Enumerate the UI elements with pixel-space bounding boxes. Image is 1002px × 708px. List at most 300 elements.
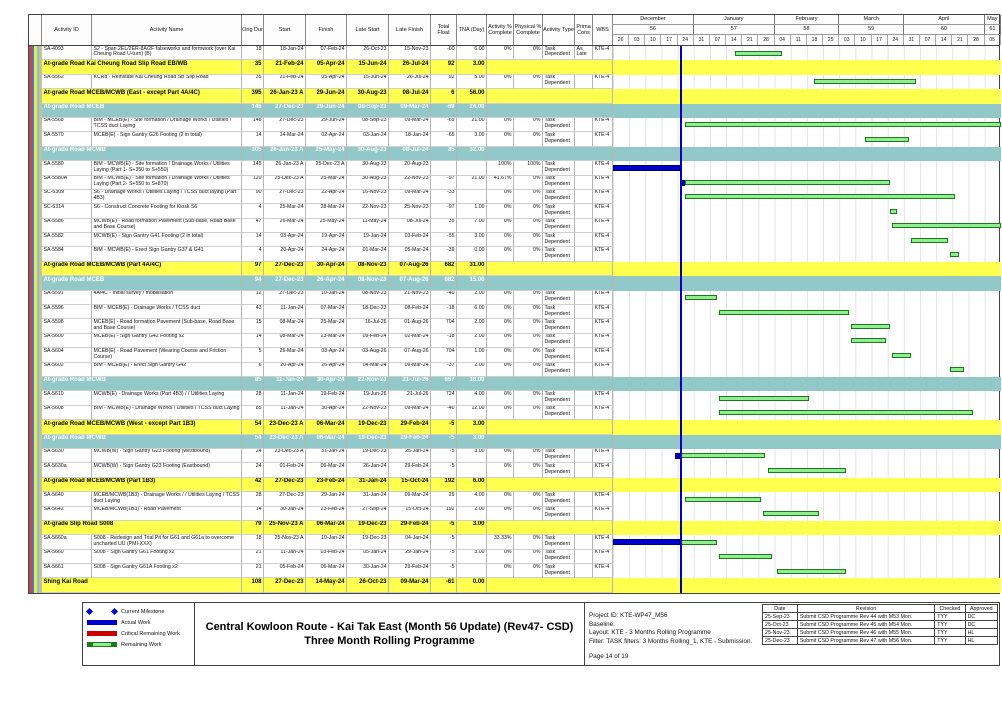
cell-ls[interactable]: 27-Sep-24 — [347, 507, 389, 521]
gantt-bar-remaining[interactable] — [865, 137, 909, 142]
cell-fn[interactable]: 29-Jun-24 — [306, 104, 347, 118]
cell-lf[interactable]: 18-Jan-24 — [389, 132, 431, 146]
column-header-od[interactable]: Orig Dur — [242, 15, 264, 45]
cell-name[interactable]: S008 - Sign Gantry G61A Footing x2 — [92, 564, 242, 578]
gantt-bar-actual[interactable] — [613, 539, 680, 545]
activity-row[interactable] — [29, 305, 999, 319]
cell-lf[interactable]: 29-Feb-24 — [389, 463, 431, 477]
cell-lf[interactable]: 08-Jul-24 — [389, 89, 431, 103]
cell-name[interactable]: MCWB(W) - Sign Gantry G23 Footing (Eastbound) — [92, 463, 242, 477]
cell-fn[interactable]: 06-Mar-24 — [306, 420, 347, 434]
column-header-name[interactable]: Activity Name — [92, 15, 242, 45]
cell-at[interactable]: Task Dependent — [543, 406, 575, 420]
cell-tf[interactable]: 92 — [431, 75, 457, 89]
cell-tf[interactable]: -97 — [431, 176, 457, 190]
group-band-row[interactable] — [29, 478, 999, 492]
cell-pp[interactable]: 0% — [514, 535, 543, 549]
cell-fn[interactable]: 03-Feb-24 — [306, 550, 347, 564]
cell-wbs[interactable]: KTE-4 — [593, 391, 613, 405]
cell-ls[interactable]: 15-Jun-24 — [347, 75, 389, 89]
cell-tna[interactable]: 4.00 — [457, 391, 487, 405]
cell-fn[interactable]: 19-Feb-24 — [306, 391, 347, 405]
cell-fn[interactable]: 30-Apr-24 — [306, 377, 347, 391]
cell-pc[interactable] — [575, 75, 593, 89]
cell-ap[interactable]: 33.33% — [487, 535, 514, 549]
cell-at[interactable]: Task Dependent — [543, 348, 575, 362]
group-band-row[interactable] — [29, 60, 999, 74]
cell-name[interactable]: BIM - MCEB(E) - Erect Sign Gantry G42 — [92, 363, 242, 377]
cell-tna[interactable]: 7.00 — [457, 219, 487, 233]
cell-at[interactable]: Task Dependent — [543, 291, 575, 305]
cell-at[interactable]: Task Dependent — [543, 535, 575, 549]
cell-tna[interactable]: 16.00 — [457, 377, 487, 391]
cell-od[interactable]: 146 — [242, 104, 264, 118]
cell-pc[interactable] — [575, 305, 593, 319]
cell-fn[interactable]: 06-Mar-24 — [306, 564, 347, 578]
cell-id[interactable]: SA-5610 — [42, 391, 92, 405]
cell-pp[interactable]: 0% — [514, 507, 543, 521]
cell-od[interactable]: 24 — [242, 449, 264, 463]
cell-wbs[interactable]: KTE-4 — [593, 507, 613, 521]
group-band-row[interactable] — [29, 262, 999, 276]
cell-name[interactable]: MCEB/MCWB(1B3) - Drainage Works / / Utilities Laying / TCSS duct Laying — [92, 492, 242, 506]
cell-ls[interactable]: 19-Dec-23 — [347, 420, 389, 434]
cell-tf[interactable]: -60 — [431, 46, 457, 60]
column-header-ap[interactable]: Activity % Complete — [487, 15, 514, 45]
cell-fn[interactable]: 30-Apr-24 — [306, 262, 347, 276]
cell-fn[interactable]: 10-Jan-24 — [306, 535, 347, 549]
cell-ls[interactable]: 16-Nov-23 — [347, 190, 389, 204]
cell-at[interactable]: Task Dependent — [543, 132, 575, 146]
cell-pc[interactable] — [575, 233, 593, 247]
cell-od[interactable]: 21 — [242, 550, 264, 564]
cell-name[interactable]: S6 - Drainage Works / Utilities Laying / TCSS duct laying (Part 4B3) — [92, 190, 242, 204]
group-name-cell[interactable]: At-grade Road MCEB — [42, 104, 242, 118]
cell-ls[interactable]: 19-Dec-23 — [347, 521, 389, 535]
cell-ls[interactable]: 18-Dec-23 — [347, 305, 389, 319]
activity-row[interactable] — [29, 564, 999, 578]
cell-tf[interactable]: 6 — [431, 89, 457, 103]
cell-tna[interactable]: 0.00 — [457, 578, 487, 592]
cell-id[interactable]: SA-5568 — [42, 118, 92, 132]
cell-tf[interactable]: 92 — [431, 60, 457, 74]
group-name-cell[interactable]: At-grade Road MCEB/MCWB (East - except Part 4A/4C) — [42, 89, 242, 103]
cell-pc[interactable] — [575, 492, 593, 506]
cell-st[interactable]: 25-Nov-23 A — [264, 521, 306, 535]
cell-ls[interactable]: 30-Jan-24 — [347, 564, 389, 578]
cell-name[interactable]: S008 - Sign Gantry G61 Footing x2 — [92, 550, 242, 564]
cell-tna[interactable] — [457, 535, 487, 549]
cell-ap[interactable]: 0% — [487, 463, 514, 477]
cell-tna[interactable]: 0.00 — [457, 247, 487, 261]
cell-pp[interactable]: 0% — [514, 449, 543, 463]
cell-ls[interactable]: 30-Aug-23 — [347, 147, 389, 161]
cell-tna[interactable]: 3.00 — [457, 550, 487, 564]
activity-row[interactable] — [29, 463, 999, 477]
cell-pp[interactable]: 0% — [514, 204, 543, 218]
cell-st[interactable]: 01-Feb-24 — [264, 463, 306, 477]
cell-ls[interactable]: 03-Aug-26 — [347, 348, 389, 362]
cell-od[interactable]: 15 — [242, 319, 264, 333]
cell-pp[interactable]: 0% — [514, 305, 543, 319]
group-name-cell[interactable]: At-grade Road Kai Cheung Road Slip Road EB/WB — [42, 60, 242, 74]
cell-od[interactable]: 35 — [242, 60, 264, 74]
cell-tf[interactable]: -33 — [431, 190, 457, 204]
cell-id[interactable]: SA-5591 — [42, 291, 92, 305]
cell-wbs[interactable]: KTE-4 — [593, 204, 613, 218]
cell-at[interactable]: Task Dependent — [543, 319, 575, 333]
cell-tf[interactable]: -69 — [431, 104, 457, 118]
gantt-bar-remaining[interactable] — [685, 194, 955, 199]
cell-name[interactable]: S008 - Redesign and Trial Pit for G61 and G61a to overcome uncharted UU (PMI-XXX) — [92, 535, 242, 549]
cell-id[interactable]: SA-5630a — [42, 463, 92, 477]
cell-st[interactable]: 26-Mar-24 — [264, 219, 306, 233]
cell-fn[interactable]: 26-Apr-24 — [306, 276, 347, 290]
cell-name[interactable]: MCEB(E) - Sign Gantry G42 Footing x2 — [92, 334, 242, 348]
cell-lf[interactable]: 21-Jul-26 — [389, 377, 431, 391]
cell-wbs[interactable]: KTE-4 — [593, 564, 613, 578]
cell-tna[interactable]: 3.00 — [457, 233, 487, 247]
cell-ls[interactable]: 22-Nov-23 — [347, 406, 389, 420]
cell-wbs[interactable]: KTE-4 — [593, 449, 613, 463]
gantt-bar-remaining[interactable] — [892, 223, 1001, 228]
cell-ap[interactable]: 0% — [487, 291, 514, 305]
cell-fn[interactable]: 25-May-24 — [306, 219, 347, 233]
group-band-row[interactable] — [29, 521, 999, 535]
activity-row[interactable] — [29, 291, 999, 305]
cell-id[interactable]: SA-5642 — [42, 507, 92, 521]
cell-od[interactable]: 12 — [242, 291, 264, 305]
cell-pp[interactable]: 0% — [514, 334, 543, 348]
cell-id[interactable]: SA-5630 — [42, 449, 92, 463]
cell-pc[interactable] — [575, 334, 593, 348]
cell-ap[interactable]: 0% — [487, 449, 514, 463]
cell-at[interactable]: Task Dependent — [543, 550, 575, 564]
group-name-cell[interactable]: At-grade Road MCEB/MCWB (West - except Part 1B3) — [42, 420, 242, 434]
cell-fn[interactable]: 30-Apr-24 — [306, 406, 347, 420]
cell-ls[interactable]: 08-Sep-23 — [347, 104, 389, 118]
cell-at[interactable]: Task Dependent — [543, 564, 575, 578]
cell-pp[interactable]: 0% — [514, 363, 543, 377]
cell-fn[interactable]: 07-Feb-24 — [306, 46, 347, 60]
cell-lf[interactable]: 26-Jul-24 — [389, 75, 431, 89]
gantt-bar-remaining[interactable] — [892, 353, 910, 358]
column-header-pc[interactable]: Prima Cons — [575, 15, 593, 45]
cell-tf[interactable]: -97 — [431, 204, 457, 218]
cell-ls[interactable]: 01-Mar-24 — [347, 247, 389, 261]
cell-lf[interactable]: 25-Jan-24 — [389, 449, 431, 463]
cell-fn[interactable]: 25-Dec-23 A — [306, 161, 347, 175]
cell-fn[interactable]: 25-Mar-24 — [306, 319, 347, 333]
column-header-ls[interactable]: Late Start — [347, 15, 389, 45]
cell-st[interactable]: 14-Mar-24 — [264, 132, 306, 146]
gantt-bar-remaining[interactable] — [685, 295, 717, 300]
cell-od[interactable]: 4 — [242, 247, 264, 261]
cell-lf[interactable]: 29-Feb-24 — [389, 564, 431, 578]
gantt-bar-remaining[interactable] — [719, 554, 772, 559]
cell-lf[interactable]: 15-Oct-24 — [389, 507, 431, 521]
cell-ap[interactable]: 0% — [487, 334, 514, 348]
cell-st[interactable]: 26-Jan-23 A — [264, 89, 306, 103]
group-name-cell[interactable]: At-grade Road MCWB — [42, 147, 242, 161]
cell-name[interactable]: BIM - MCWB(E) - Site formation / Drainage Works / Utilities Laying (Part 2- S+550 to S+870) — [92, 176, 242, 190]
cell-tna[interactable] — [457, 564, 487, 578]
cell-at[interactable]: Task Dependent — [543, 176, 575, 190]
cell-st[interactable]: 08-Mar-24 — [264, 334, 306, 348]
cell-lf[interactable]: 08-Feb-24 — [389, 305, 431, 319]
cell-st[interactable]: 27-Dec-23 — [264, 190, 306, 204]
cell-fn[interactable]: 07-Mar-24 — [306, 305, 347, 319]
cell-pc[interactable] — [575, 190, 593, 204]
cell-at[interactable]: Task Dependent — [543, 204, 575, 218]
cell-fn[interactable]: 29-Jun-24 — [306, 118, 347, 132]
cell-lf[interactable]: 09-Mar-24 — [389, 406, 431, 420]
cell-lf[interactable]: 07-Aug-26 — [389, 276, 431, 290]
cell-fn[interactable]: 24-Apr-24 — [306, 247, 347, 261]
cell-lf[interactable]: 09-Mar-24 — [389, 363, 431, 377]
cell-lf[interactable]: 02-Mar-24 — [389, 334, 431, 348]
cell-tf[interactable]: -18 — [431, 305, 457, 319]
cell-lf[interactable]: 15-Nov-23 — [389, 46, 431, 60]
cell-ap[interactable]: 0% — [487, 204, 514, 218]
cell-ap[interactable]: 0% — [487, 550, 514, 564]
cell-st[interactable]: 27-Dec-23 — [264, 262, 306, 276]
gantt-bar-remaining[interactable] — [685, 122, 1001, 127]
cell-at[interactable]: Task Dependent — [543, 449, 575, 463]
gantt-bar-remaining[interactable] — [719, 310, 848, 315]
cell-id[interactable]: SA-4093 — [42, 46, 92, 60]
cell-st[interactable]: 08-Mar-24 — [264, 319, 306, 333]
cell-od[interactable]: 14 — [242, 132, 264, 146]
cell-od[interactable]: 94 — [242, 276, 264, 290]
cell-pp[interactable]: 0% — [514, 233, 543, 247]
cell-wbs[interactable]: KTE-4 — [593, 363, 613, 377]
cell-tf[interactable]: 192 — [431, 478, 457, 492]
cell-od[interactable]: 18 — [242, 46, 264, 60]
cell-od[interactable]: 305 — [242, 147, 264, 161]
cell-at[interactable]: Task Dependent — [543, 334, 575, 348]
cell-ap[interactable]: 0% — [487, 132, 514, 146]
cell-ap[interactable]: 0% — [487, 118, 514, 132]
activity-row[interactable] — [29, 46, 999, 60]
cell-lf[interactable]: 29-Feb-24 — [389, 435, 431, 449]
cell-tna[interactable]: 2.00 — [457, 291, 487, 305]
cell-name[interactable]: S2 - Span 2EL/2ER-8A/2F falseworks and formwork (over Kai Cheung Road U-turn) (B) — [92, 46, 242, 60]
cell-fn[interactable]: 22-Apr-24 — [306, 190, 347, 204]
activity-row[interactable] — [29, 118, 999, 132]
cell-pc[interactable] — [575, 204, 593, 218]
cell-st[interactable]: 20-Apr-24 — [264, 247, 306, 261]
cell-st[interactable]: 23-Dec-23 A — [264, 435, 306, 449]
cell-ls[interactable]: 08-Nov-23 — [347, 291, 389, 305]
cell-pc[interactable] — [575, 319, 593, 333]
cell-pc[interactable] — [575, 176, 593, 190]
cell-od[interactable]: 14 — [242, 233, 264, 247]
activity-row[interactable] — [29, 204, 999, 218]
gantt-bar-remaining[interactable] — [814, 79, 916, 84]
cell-st[interactable]: 27-Dec-23 — [264, 104, 306, 118]
group-band-row[interactable] — [29, 578, 999, 592]
cell-st[interactable]: 23-Dec-23 A — [264, 420, 306, 434]
cell-id[interactable]: SA-5562 — [42, 75, 92, 89]
cell-pp[interactable]: 0% — [514, 348, 543, 362]
activity-row[interactable] — [29, 492, 999, 506]
cell-id[interactable]: SC-6314 — [42, 204, 92, 218]
cell-at[interactable]: Task Dependent — [543, 463, 575, 477]
cell-lf[interactable]: 09-Mar-24 — [389, 104, 431, 118]
cell-at[interactable]: Task Dependent — [543, 233, 575, 247]
cell-od[interactable]: 120 — [242, 176, 264, 190]
column-header-wbs[interactable]: WBS — [593, 15, 613, 45]
activity-row[interactable] — [29, 319, 999, 333]
cell-lf[interactable]: 05-Mar-24 — [389, 247, 431, 261]
cell-tna[interactable]: 6.00 — [457, 305, 487, 319]
cell-fn[interactable]: 28-Mar-24 — [306, 204, 347, 218]
cell-pc[interactable]: As Late — [575, 46, 593, 60]
gantt-bar-actual[interactable] — [613, 165, 680, 171]
gantt-bar-remaining[interactable] — [719, 396, 809, 401]
cell-fn[interactable]: 25-Mar-24 — [306, 176, 347, 190]
cell-lf[interactable]: 09-Mar-24 — [389, 118, 431, 132]
cell-fn[interactable]: 23-Mar-24 — [306, 334, 347, 348]
cell-wbs[interactable]: KTE-4 — [593, 406, 613, 420]
cell-name[interactable]: MCWB(E) - Road formation Pavement (Sub-base, Road Base and Base Course) — [92, 219, 242, 233]
cell-tna[interactable]: 15.00 — [457, 276, 487, 290]
cell-lf[interactable]: 09-Mar-24 — [389, 492, 431, 506]
cell-od[interactable]: 4 — [242, 204, 264, 218]
cell-id[interactable]: SA-5640 — [42, 492, 92, 506]
column-header-pp[interactable]: Physical % Complete — [514, 15, 543, 45]
cell-st[interactable]: 18-Jan-24 — [264, 46, 306, 60]
cell-pc[interactable] — [575, 161, 593, 175]
cell-ap[interactable]: 0% — [487, 219, 514, 233]
cell-tf[interactable]: -40 — [431, 406, 457, 420]
activity-row[interactable] — [29, 363, 999, 377]
cell-tna[interactable]: 3.00 — [457, 60, 487, 74]
cell-wbs[interactable]: KTE-4 — [593, 176, 613, 190]
cell-tna[interactable] — [457, 161, 487, 175]
cell-fn[interactable]: 25-May-24 — [306, 147, 347, 161]
cell-wbs[interactable]: KTE-4 — [593, 550, 613, 564]
cell-id[interactable]: SA-5660 — [42, 550, 92, 564]
cell-ap[interactable]: 0% — [487, 492, 514, 506]
cell-tf[interactable]: -5 — [431, 435, 457, 449]
gantt-bar-remaining[interactable] — [763, 511, 818, 516]
cell-st[interactable]: 21-Feb-24 — [264, 60, 306, 74]
gantt-bar-remaining[interactable] — [719, 410, 973, 415]
cell-tf[interactable]: -39 — [431, 247, 457, 261]
activity-row[interactable] — [29, 406, 999, 420]
cell-pp[interactable]: 0% — [514, 463, 543, 477]
cell-wbs[interactable]: KTE-4 — [593, 75, 613, 89]
cell-tf[interactable]: 704 — [431, 348, 457, 362]
group-band-row[interactable] — [29, 89, 999, 103]
gantt-bar-remaining[interactable] — [950, 367, 964, 372]
cell-ls[interactable]: 08-Nov-23 — [347, 276, 389, 290]
cell-ap[interactable]: 0% — [487, 406, 514, 420]
gantt-bar-remaining[interactable] — [735, 51, 781, 56]
cell-od[interactable]: 85 — [242, 377, 264, 391]
cell-ap[interactable]: 0% — [487, 363, 514, 377]
cell-at[interactable]: Task Dependent — [543, 219, 575, 233]
activity-row[interactable] — [29, 132, 999, 146]
group-band-row[interactable] — [29, 377, 999, 391]
cell-at[interactable]: Task Dependent — [543, 492, 575, 506]
group-band-row[interactable] — [29, 104, 999, 118]
cell-pp[interactable]: 0% — [514, 247, 543, 261]
cell-ap[interactable]: 0% — [487, 564, 514, 578]
cell-ls[interactable]: 26-Oct-23 — [347, 46, 389, 60]
group-name-cell[interactable]: At-grade Slip Road S008 — [42, 521, 242, 535]
cell-lf[interactable]: 21-Nov-23 — [389, 291, 431, 305]
cell-wbs[interactable]: KTE-4 — [593, 46, 613, 60]
cell-lf[interactable]: 07-Aug-26 — [389, 348, 431, 362]
cell-ap[interactable]: 0% — [487, 507, 514, 521]
activity-row[interactable] — [29, 75, 999, 89]
cell-wbs[interactable]: KTE-4 — [593, 190, 613, 204]
cell-tna[interactable]: 56.00 — [457, 89, 487, 103]
cell-st[interactable]: 11-Jan-24 — [264, 305, 306, 319]
cell-pp[interactable]: 100% — [514, 161, 543, 175]
cell-id[interactable]: SA-5580 — [42, 161, 92, 175]
cell-tf[interactable]: 682 — [431, 276, 457, 290]
cell-tf[interactable]: -5 — [431, 564, 457, 578]
cell-id[interactable]: SA-5582 — [42, 233, 92, 247]
cell-fn[interactable]: 26-Apr-24 — [306, 363, 347, 377]
column-header-fn[interactable]: Finish — [306, 15, 347, 45]
cell-ap[interactable]: 0% — [487, 305, 514, 319]
cell-lf[interactable]: 08-Jul-24 — [389, 147, 431, 161]
cell-od[interactable]: 14 — [242, 334, 264, 348]
cell-tna[interactable]: 2.00 — [457, 507, 487, 521]
cell-ap[interactable]: 0% — [487, 391, 514, 405]
cell-od[interactable]: 145 — [242, 161, 264, 175]
cell-st[interactable]: 30-Jan-24 — [264, 507, 306, 521]
cell-ls[interactable]: 19-Dec-23 — [347, 435, 389, 449]
cell-id[interactable]: SA-5596 — [42, 305, 92, 319]
column-header-tf[interactable]: Total Float — [431, 15, 457, 45]
cell-at[interactable]: Task Dependent — [543, 161, 575, 175]
cell-st[interactable]: 27-Dec-23 — [264, 291, 306, 305]
cell-tf[interactable]: 704 — [431, 319, 457, 333]
cell-tna[interactable]: 3.00 — [457, 449, 487, 463]
cell-tf[interactable] — [431, 161, 457, 175]
cell-name[interactable]: BIM - MCWB(E) - Drainage Works / Utilities / TCSS duct Laying — [92, 406, 242, 420]
cell-pc[interactable] — [575, 550, 593, 564]
cell-st[interactable]: 11-Jan-24 — [264, 550, 306, 564]
cell-wbs[interactable]: KTE-4 — [593, 535, 613, 549]
cell-fn[interactable]: 31-Jan-24 — [306, 449, 347, 463]
cell-wbs[interactable]: KTE-4 — [593, 247, 613, 261]
cell-pc[interactable] — [575, 247, 593, 261]
cell-tna[interactable]: 1.00 — [457, 204, 487, 218]
cell-ap[interactable]: 0% — [487, 319, 514, 333]
cell-pc[interactable] — [575, 348, 593, 362]
column-header-at[interactable]: Activity Type — [543, 15, 575, 45]
gantt-bar-remaining[interactable] — [911, 238, 948, 243]
cell-tna[interactable]: 3.00 — [457, 521, 487, 535]
cell-ls[interactable]: 19-Jan-24 — [347, 233, 389, 247]
cell-ls[interactable]: 26-Jan-24 — [347, 463, 389, 477]
cell-od[interactable]: 6 — [242, 363, 264, 377]
group-band-row[interactable] — [29, 276, 999, 290]
cell-ls[interactable]: 16-Jul-26 — [347, 319, 389, 333]
cell-ls[interactable]: 03-Jan-24 — [347, 132, 389, 146]
cell-lf[interactable]: 25-Nov-23 — [389, 204, 431, 218]
cell-od[interactable]: 14 — [242, 507, 264, 521]
cell-pc[interactable] — [575, 535, 593, 549]
gantt-bar-remaining[interactable] — [851, 338, 886, 343]
